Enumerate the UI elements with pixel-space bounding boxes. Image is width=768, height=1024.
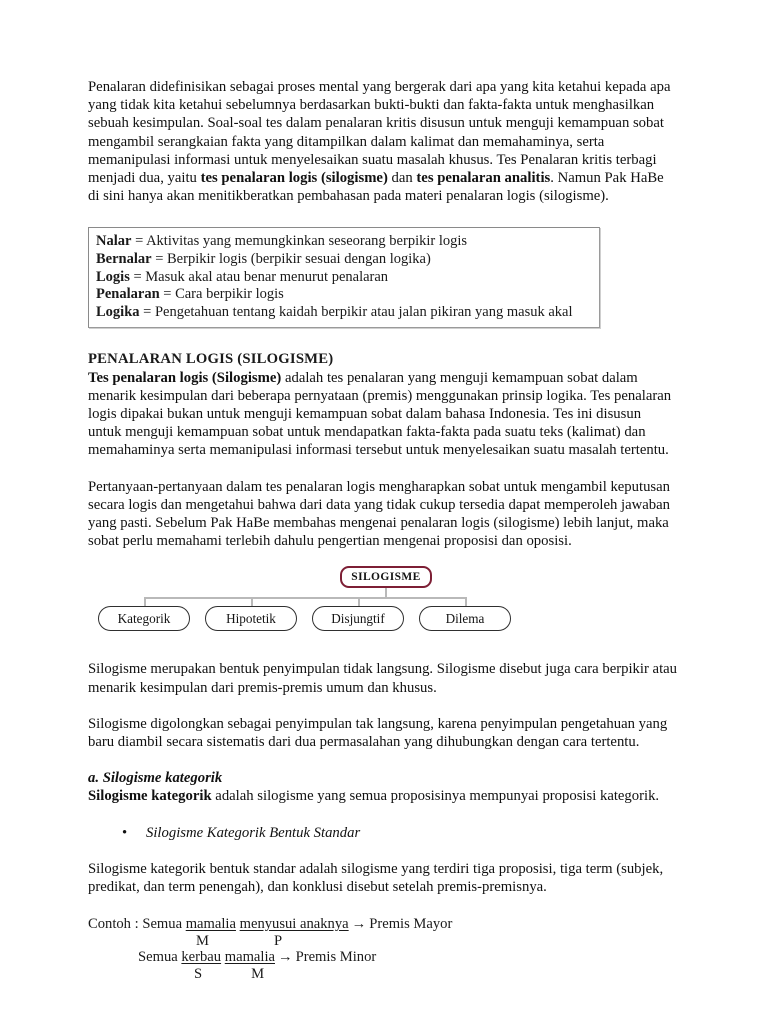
- definition-equals: =: [159, 286, 176, 303]
- section-paragraph: [88, 369, 678, 460]
- section-paragraph-bold: Tes penalaran logis (Silogisme): [88, 369, 282, 386]
- definition-text: Pengetahuan tentang kaidah berpikir atau jalan pikiran yang masuk akal: [154, 303, 573, 320]
- example-prefix-minor: Semua: [138, 949, 182, 966]
- example-mark-p: P: [273, 933, 283, 950]
- intro-paragraph: [88, 78, 678, 205]
- definition-equals: =: [131, 233, 147, 250]
- spacer: [88, 806, 678, 824]
- paragraph-silogisme-digolongkan: Silogisme digolongkan sebagai penyimpulan tak langsung, karena penyimpulan pengetahuan yang baru diambil secara sistematis dari dua permasalahan yang dihubungkan dengan cara tertentu.: [88, 715, 668, 751]
- example-term-m2: mamalia: [224, 949, 275, 966]
- questions-paragraph: Pertanyaan-pertanyaan dalam tes penalaran logis mengharapkan sobat untuk mengambil keputusan secara logis dan mengetahui bahwa dari data yang tidak cukup tersedia dapat memperoleh jawaban yang pasti. Sebelum Pak HaBe membahas mengenai penalaran logis (silogisme) lebih lanjut, maka sobat perlu memahami terlebih dahulu pengertian mengenai proposisi dan oposisi.: [88, 478, 670, 550]
- bullet-item-label: Silogisme Kategorik Bentuk Standar: [146, 824, 361, 841]
- definition-text: Aktivitas yang memungkinkan seseorang berpikir logis: [146, 233, 468, 250]
- arrow-icon: →: [278, 949, 293, 966]
- arrow-icon: →: [351, 916, 367, 933]
- subsection-paragraph-text: adalah silogisme yang semua proposisinya mempunyai proposisi kategorik.: [211, 788, 660, 805]
- intro-bold-2: tes penalaran analitis: [416, 170, 551, 187]
- example-prefix: Contoh : Semua: [88, 916, 186, 933]
- diagram-node-root: SILOGISME: [340, 566, 432, 588]
- definition-term: Bernalar: [96, 251, 152, 268]
- definition-row: [96, 269, 592, 287]
- definition-term: Penalaran: [96, 286, 160, 303]
- example-term-p: menyusui anaknya: [239, 916, 349, 933]
- intro-bold-1: tes penalaran logis (silogisme): [200, 170, 388, 187]
- example-line-major: [88, 916, 678, 933]
- bullet-list-item: [88, 824, 678, 842]
- subsection-heading: a. Silogisme kategorik: [88, 770, 223, 787]
- example-mark-m2: M: [251, 966, 265, 983]
- definition-text: Masuk akal atau benar menurut penalaran: [145, 268, 389, 285]
- definition-text: Berpikir logis (berpikir sesuai dengan logika): [167, 251, 431, 268]
- diagram-node-dilema: Dilema: [419, 606, 511, 631]
- paragraph-silogisme-penyimpulan: Silogisme merupakan bentuk penyimpulan tidak langsung. Silogisme disebut juga cara berpikir atau menarik kesimpulan dari premis-premis umum dan khusus.: [88, 661, 678, 696]
- example-label-major: Premis Mayor: [369, 916, 453, 933]
- definition-row: [96, 233, 592, 251]
- connector-branch-vertical: [465, 597, 467, 606]
- paragraph-bentuk-standar: Silogisme kategorik bentuk standar adalah silogisme yang terdiri tiga proposisi, tiga term (subjek, predikat, dan term penengah), dan konklusi disebut setelah premis-premisnya.: [88, 860, 664, 896]
- diagram-node-hipotetik: Hipotetik: [205, 606, 297, 631]
- silogisme-tree-diagram: [88, 564, 678, 642]
- definition-text: Cara berpikir logis: [175, 286, 284, 303]
- connector-branch-vertical: [251, 597, 253, 606]
- subsection-paragraph: [88, 787, 678, 805]
- definition-row: [96, 251, 592, 269]
- spacer: [88, 328, 678, 350]
- document-content: [88, 78, 678, 982]
- definition-row: [96, 304, 592, 322]
- example-marks-minor: [88, 966, 678, 982]
- spacer: [88, 751, 678, 769]
- bullet-icon: •: [122, 824, 128, 841]
- section-paragraph-text: adalah tes penalaran yang menguji kemampuan sobat dalam menarik kesimpulan dari beberapa pernyataan (premis) menggunakan prinsip logika. Tes penalaran logis dipakai bukan untuk menguji kemampuan sobat dalam bahasa Indonesia. Tes ini disusun untuk menguji kemampuan sobat untuk mendapatkan fakta-fakta pada suatu teks (kalimat) dan memahaminya serta memanipulasi informasi tersebut untuk menyelesaikan suatu masalah tertentu.: [88, 369, 672, 459]
- spacer: [88, 460, 678, 478]
- example-line-minor: [88, 949, 678, 966]
- example-block: [88, 916, 678, 982]
- example-label-minor: Premis Minor: [295, 949, 377, 966]
- definition-row: [96, 286, 592, 304]
- definition-box-wrapper: [88, 227, 600, 328]
- definition-equals: =: [129, 268, 146, 285]
- subsection-paragraph-bold: Silogisme kategorik: [88, 788, 212, 805]
- intro-segment-3: . Namun Pak HaBe di sini hanya akan menitikberatkan pembahasan pada materi penalaran logis (silogisme).: [88, 170, 664, 205]
- definition-box: [88, 227, 600, 328]
- section-heading: PENALARAN LOGIS (SILOGISME): [88, 351, 334, 368]
- definition-term: Nalar: [96, 233, 132, 250]
- definition-equals: =: [151, 251, 168, 268]
- definition-equals: =: [139, 303, 155, 320]
- example-term-m: mamalia: [185, 916, 236, 933]
- intro-segment-2: dan: [387, 170, 417, 187]
- example-mark-m: M: [196, 933, 209, 950]
- spacer: [88, 697, 678, 715]
- diagram-node-disjungtif: Disjungtif: [312, 606, 404, 631]
- connector-branch-vertical: [144, 597, 146, 606]
- intro-segment-1: Penalaran didefinisikan sebagai proses mental yang bergerak dari apa yang kita ketahui kepada apa yang tidak kita ketahui sebelumnya berdasarkan bukti-bukti dan fakta-fakta untuk menghasilkan sebuah kesimpulan. Soal-soal tes dalam penalaran kritis disusun untuk menguji kemampuan sobat mengambil serangkaian fakta yang ditampilkan dalam kalimat dan memahaminya, serta memanipulasi informasi untuk menyelesaikan suatu masalah khusus. Tes Penalaran kritis terbagi menjadi dua, yaitu: [88, 79, 671, 187]
- example-marks-major: [88, 933, 678, 949]
- connector-horizontal-bus: [144, 597, 465, 599]
- definition-term: Logika: [96, 303, 140, 320]
- example-mark-s: S: [194, 966, 203, 983]
- connector-branch-vertical: [358, 597, 360, 606]
- diagram-node-kategorik: Kategorik: [98, 606, 190, 631]
- spacer: [88, 642, 678, 660]
- spacer: [88, 842, 678, 860]
- example-term-s: kerbau: [181, 949, 222, 966]
- definition-term: Logis: [96, 268, 130, 285]
